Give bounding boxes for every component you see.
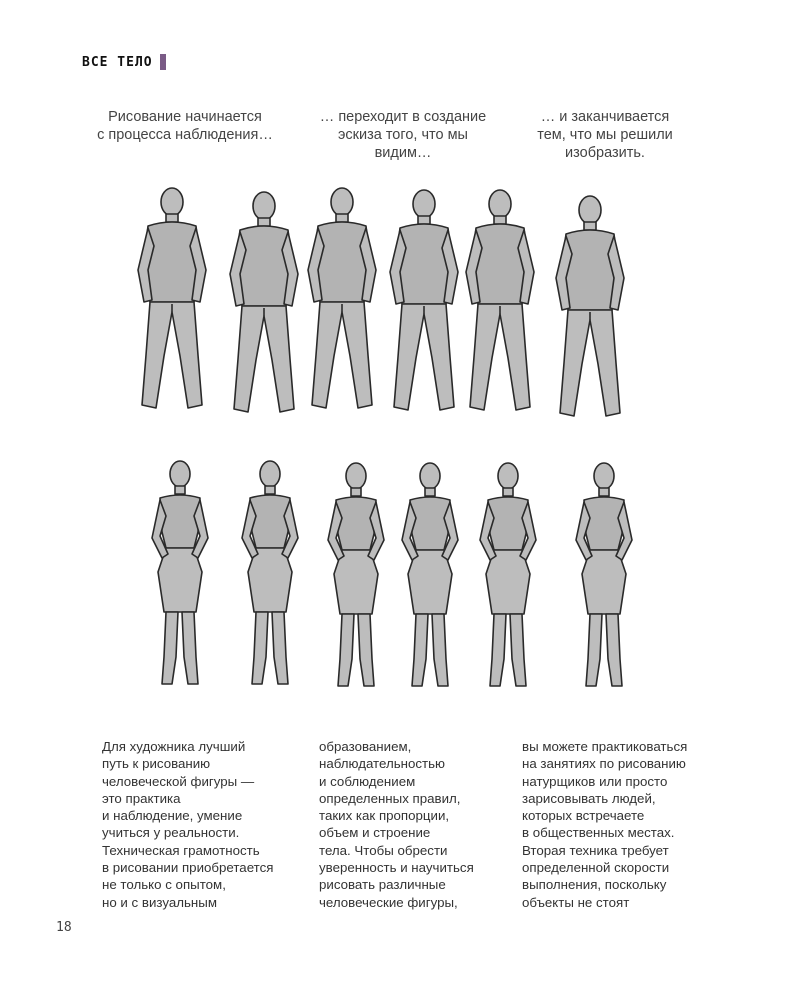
figure-female-2 bbox=[242, 461, 298, 684]
figure-male-2 bbox=[230, 192, 298, 412]
figure-male-5 bbox=[466, 190, 534, 410]
caption-sketch: … переходит в создание эскиза того, что мы видим… bbox=[319, 109, 487, 161]
row-male-figures bbox=[138, 188, 624, 416]
chapter-header bbox=[82, 54, 166, 70]
page-number: 18 bbox=[56, 920, 72, 935]
figure-male-3 bbox=[308, 188, 376, 408]
figure-female-1 bbox=[152, 461, 208, 684]
figure-illustration bbox=[0, 180, 796, 710]
row-female-figures bbox=[152, 461, 632, 686]
caption-observation: Рисование начинается с процесса наблюдения… bbox=[97, 109, 273, 143]
caption-depiction: … и заканчивается тем, что мы решили изобразить. bbox=[537, 109, 673, 161]
chapter-title: ВСЕ ТЕЛО bbox=[82, 54, 153, 70]
body-column-2: образованием, наблюдательностью и соблюдением определенных правил, таких как пропорции, объем и строение тела. Чтобы обрести уверенность и научиться рисовать различные человеческие фигуры, bbox=[319, 739, 474, 910]
figure-male-4 bbox=[390, 190, 458, 410]
figure-male-1 bbox=[138, 188, 206, 408]
body-column-1: Для художника лучший путь к рисованию человеческой фигуры — это практика и наблюдение, умение учиться у реальности. Техническая грамотность в рисовании приобретается не только с опытом, но и с визуальным bbox=[102, 739, 274, 910]
figure-female-6 bbox=[576, 463, 632, 686]
figure-male-6 bbox=[556, 196, 624, 416]
figure-female-5 bbox=[480, 463, 536, 686]
body-column-3: вы можете практиковаться на занятиях по рисованию натурщиков или просто зарисовывать людей, которых встречаете в общественных местах. Вторая техника требует определенной скорости выполнения, поскольку объекты не стоят bbox=[522, 739, 688, 910]
figure-female-4 bbox=[402, 463, 458, 686]
figure-female-3 bbox=[328, 463, 384, 686]
accent-bar bbox=[160, 54, 166, 70]
